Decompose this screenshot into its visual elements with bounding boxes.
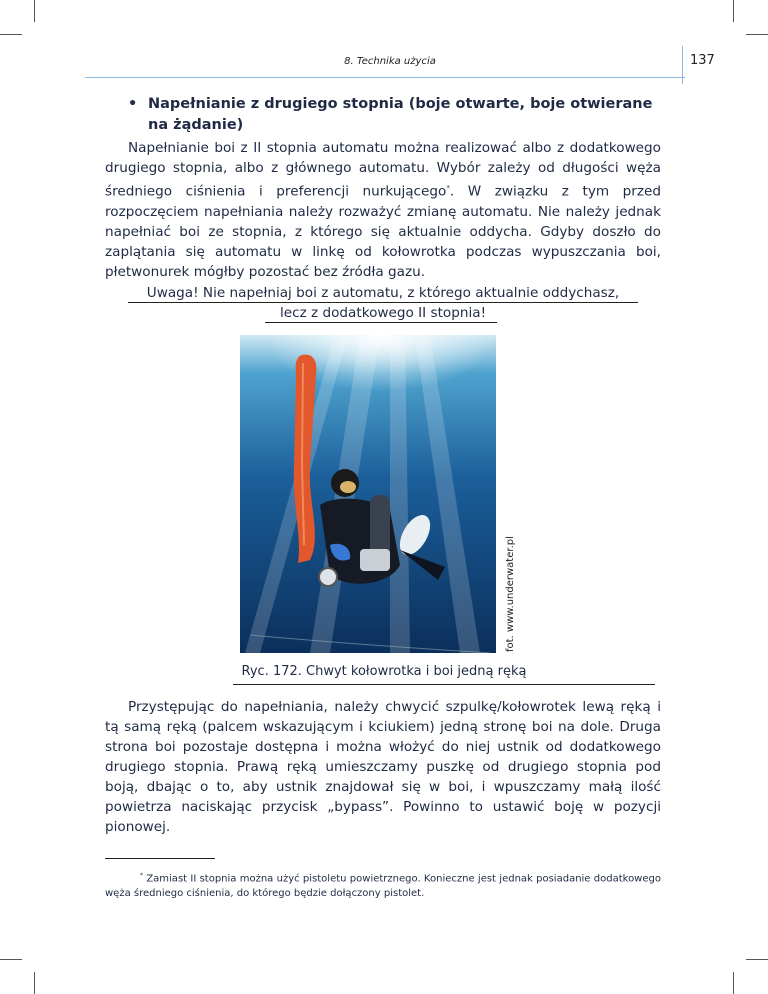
photo-credit (505, 536, 519, 655)
crop-mark (746, 959, 768, 960)
crop-mark (733, 0, 734, 22)
photo-credit-text: fot. www.underwater.pl (505, 536, 516, 652)
warning-underline (265, 322, 497, 323)
footnote-marker: * (140, 872, 143, 879)
footnote-text: Zamiast II stopnia można użyć pistoletu powietrznego. Konieczne jest jednak posiadanie dodatkowego węża średniego ciśnienia, do którego będzie dołączony pistolet. (105, 873, 661, 900)
diver-photo (240, 335, 496, 653)
running-header: 8. Technika użycia (344, 56, 436, 67)
camera-lens (319, 568, 337, 586)
warning-underline (128, 302, 638, 303)
crop-mark (0, 959, 22, 960)
warning-note (128, 283, 638, 323)
caption-rule (233, 684, 655, 685)
diver-mask (340, 481, 356, 493)
body-paragraph (105, 138, 661, 282)
crop-mark (34, 972, 35, 994)
page-number: 137 (690, 53, 715, 68)
body-paragraph: Przystępując do napełniania, należy chwycić szpulkę/kołowrotek lewą ręką i tą samą ręką (palcem wskazującym i kciukiem) jedną stronę boi na dole. Druga strona boi pozostaje dostępna i można włożyć do niej ustnik od dodatkowego drugiego stopnia. Prawą ręką umieszczamy puszkę od drugiego stopnia pod boją, dbając o to, aby ustnik znajdował się w boi, i wpuszczamy małą ilość powietrza naciskając przycisk „bypass”. Powinno to ustawić boję w pozycji pionowej. (105, 699, 661, 835)
figure-caption: Ryc. 172. Chwyt kołowrotka i boi jedną ręką (241, 664, 527, 679)
section-heading (128, 94, 668, 136)
paragraph-text: . W związku z tym przed rozpoczęciem napełniania należy rozważyć zmianę automatu. Nie należy jednak napełniać boi ze stopnia, z którego się aktualnie oddycha. Gdyby doszło do zaplątania się automatu w linkę od kołowrotka podczas wypuszczania boi, płetwonurek mógłby pozostać bez źródła gazu. (105, 183, 661, 280)
section-heading-text: Napełnianie z drugiego stopnia (boje otwarte, boje otwierane na żądanie) (148, 96, 653, 133)
camera-housing (360, 549, 390, 571)
warning-line: lecz z dodatkowego II stopnia! (279, 305, 487, 321)
header-rule (85, 77, 685, 78)
crop-mark (0, 34, 22, 35)
paragraph-text: Napełnianie boi z II stopnia automatu można realizować albo z dodatkowego drugiego stopnia, albo z głównego automatu. Wybór zależy od długości węża średniego ciśnienia i preferencji nurkującego (105, 140, 661, 200)
footnote-marker: * (446, 184, 450, 192)
page-number-divider (682, 46, 683, 84)
bullet-icon: • (128, 96, 138, 112)
warning-line: Uwaga! Nie napełniaj boi z automatu, z którego aktualnie oddychasz, (146, 285, 620, 301)
crop-mark (746, 34, 768, 35)
footnote (105, 868, 661, 901)
crop-mark (733, 972, 734, 994)
crop-mark (34, 0, 35, 22)
footnote-rule (105, 858, 215, 859)
